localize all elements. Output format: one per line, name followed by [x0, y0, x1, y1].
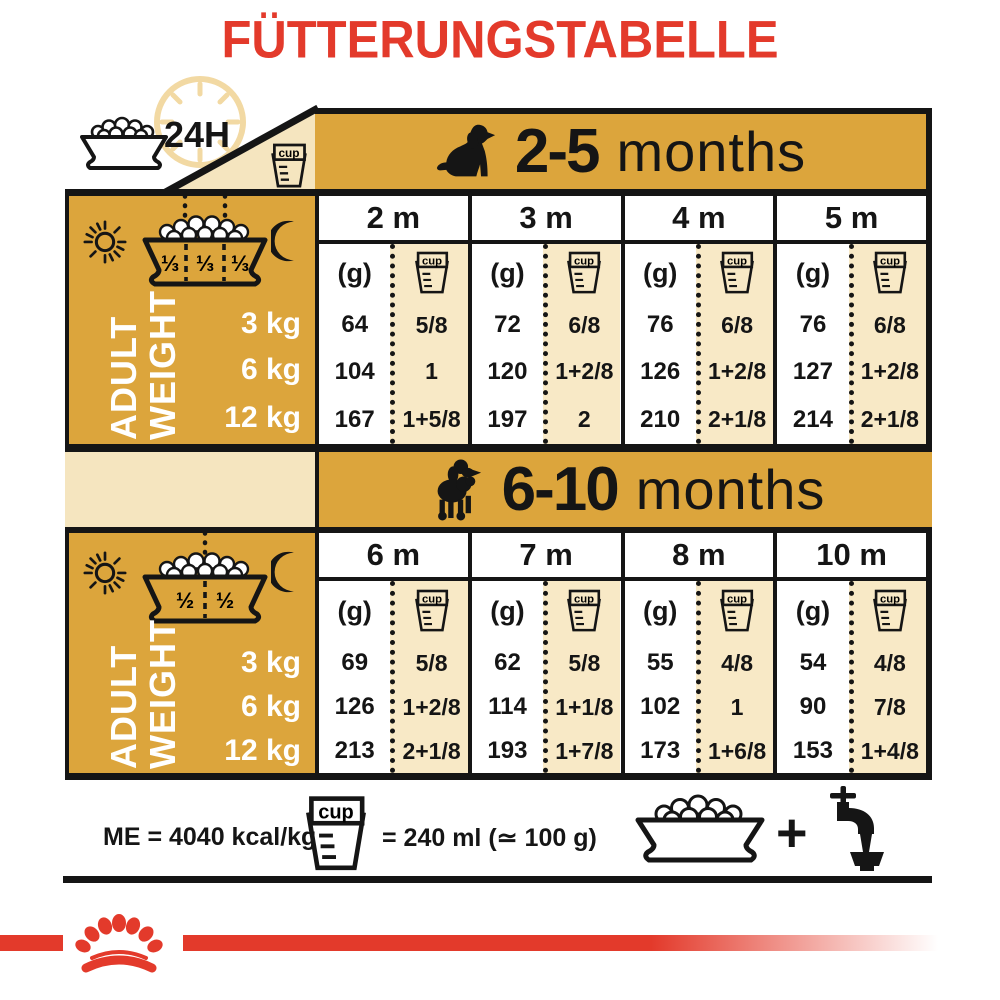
sun-icon [81, 216, 129, 266]
cup-icon [412, 250, 452, 296]
sun-icon [81, 547, 129, 597]
divider [65, 444, 932, 452]
energy-value: ME = 4040 kcal/kg [103, 823, 317, 851]
month-column [773, 244, 926, 444]
grams-header: (g) [337, 257, 372, 288]
grams-value: 210 [640, 405, 681, 433]
grams-value: 102 [640, 693, 681, 720]
cup-value: 6/8 [873, 311, 906, 338]
weight-row-label: 3 kg [240, 646, 301, 679]
cup-icon [870, 250, 910, 296]
svg-text:⅓: ⅓ [195, 251, 215, 276]
grams-header: (g) [642, 595, 678, 626]
age-band-6-10-months [65, 452, 932, 533]
cup-icon [564, 250, 604, 296]
grams-header: (g) [490, 595, 525, 626]
age-band-2-5-months [315, 108, 932, 189]
grams-value: 114 [488, 693, 527, 720]
grams-value: 104 [334, 357, 375, 385]
grams-value: 76 [646, 311, 674, 338]
month-header: 6 m [366, 537, 421, 572]
grams-value: 193 [487, 737, 528, 764]
svg-text:½: ½ [215, 588, 235, 613]
svg-text:cup: cup [421, 593, 442, 606]
grams-value: 126 [334, 693, 375, 720]
month-header: 8 m [621, 533, 774, 577]
royal-canin-crown-logo [0, 895, 250, 1000]
weight-row-label: 12 kg [224, 401, 301, 434]
svg-text:⅓: ⅓ [230, 251, 250, 276]
cup-icon [268, 142, 310, 190]
band-spacer [65, 452, 315, 527]
cup-icon [412, 588, 452, 634]
plus-sign: + [776, 803, 808, 863]
grams-value: 72 [494, 311, 521, 338]
adult-weight-panel-2 [65, 533, 315, 773]
weight-row-label: 6 kg [240, 353, 301, 386]
grams-value: 126 [640, 357, 681, 385]
svg-text:cup: cup [727, 255, 748, 268]
cup-value: 1+2/8 [555, 358, 614, 384]
page-title: FÜTTERUNGSTABELLE [221, 11, 779, 70]
age-range-unit: months [635, 458, 826, 521]
age-range-label: 2-5 [514, 117, 599, 186]
month-column [621, 244, 774, 444]
month-column [468, 244, 621, 444]
month-header: 3 m [468, 196, 621, 240]
grams-value: 167 [334, 405, 375, 433]
data-grid-2 [315, 581, 932, 773]
weight-row-label: 12 kg [224, 734, 301, 767]
month-header: 5 m [773, 196, 926, 240]
cup-icon [564, 588, 604, 634]
portion-bowl-thirds-icon [125, 196, 289, 296]
cup-icon [870, 588, 910, 634]
cup-value: 5/8 [568, 649, 601, 676]
grams-header: (g) [642, 257, 678, 288]
cup-value: 1+2/8 [402, 693, 461, 720]
grams-value: 197 [487, 405, 528, 433]
grams-value: 69 [341, 649, 369, 676]
grams-value: 173 [640, 737, 681, 764]
weight-row-label: 6 kg [240, 690, 301, 723]
cup-value: 4/8 [873, 649, 906, 676]
svg-text:⅓: ⅓ [160, 251, 180, 276]
svg-text:cup: cup [421, 255, 442, 268]
cup-icon [717, 250, 757, 296]
cup-value: 1+1/8 [555, 693, 614, 720]
svg-text:cup: cup [574, 593, 595, 606]
grams-value: 76 [799, 311, 827, 338]
month-column [319, 244, 468, 444]
cup-value: 1+2/8 [707, 358, 767, 384]
divider [65, 189, 932, 196]
grams-value: 214 [792, 405, 833, 433]
grams-value: 153 [792, 737, 833, 764]
adult-weight-label: ADULT WEIGHT [103, 290, 183, 440]
moon-icon [271, 551, 301, 593]
svg-text:½: ½ [175, 588, 195, 613]
cup-value: 5/8 [415, 649, 448, 676]
portion-bowl-halves-icon [125, 533, 289, 633]
adult-weight-panel-1 [65, 196, 315, 444]
month-header: 7 m [468, 533, 621, 577]
cup-value: 2 [577, 406, 591, 432]
cup-value: 2+1/8 [707, 406, 767, 432]
timer-24h-label: 24H [164, 114, 231, 155]
cup-value: 2+1/8 [402, 737, 461, 764]
brand-band-right [183, 935, 938, 951]
adult-weight-label: ADULT WEIGHT [103, 619, 183, 769]
svg-text:cup: cup [278, 145, 300, 160]
cup-value: 5/8 [415, 311, 448, 338]
data-grid-1 [315, 244, 932, 444]
cup-value: 6/8 [721, 311, 754, 338]
month-header-row-1 [315, 196, 932, 244]
grams-value: 64 [341, 311, 369, 338]
cup-value: 1 [425, 358, 438, 384]
food-bowl-icon [78, 112, 170, 176]
moon-icon [271, 220, 301, 262]
grams-value: 62 [494, 649, 521, 676]
month-column [621, 581, 774, 773]
divider [65, 773, 932, 780]
grams-header: (g) [337, 595, 372, 626]
svg-text:cup: cup [727, 593, 748, 606]
food-bowl-icon [630, 790, 772, 870]
cup-value: 1+7/8 [555, 737, 614, 764]
cup-value: 6/8 [568, 311, 601, 338]
cup-equivalence: = 240 ml (≃ 100 g) [382, 824, 597, 852]
svg-text:cup: cup [574, 255, 595, 268]
svg-text:cup: cup [879, 593, 900, 606]
svg-text:cup: cup [879, 255, 900, 268]
month-header: 4 m [621, 196, 774, 240]
grams-value: 127 [792, 357, 833, 385]
grams-header: (g) [795, 257, 831, 288]
cup-value: 7/8 [873, 693, 906, 720]
grams-value: 90 [799, 693, 827, 720]
cup-value: 1+6/8 [707, 737, 767, 764]
weight-row-label: 3 kg [240, 307, 301, 340]
cup-value: 4/8 [721, 649, 754, 676]
age-range-label: 6-10 [501, 455, 618, 524]
month-header-row-2 [315, 533, 932, 581]
grams-value: 55 [646, 649, 674, 676]
grams-header: (g) [795, 595, 831, 626]
cup-icon [717, 588, 757, 634]
svg-text:cup: cup [318, 801, 354, 824]
grams-value: 54 [799, 649, 827, 676]
cup-value: 2+1/8 [860, 406, 919, 432]
month-header: 2 m [366, 200, 421, 235]
cup-icon [298, 794, 374, 874]
month-column [468, 581, 621, 773]
divider [63, 876, 932, 883]
month-column [773, 581, 926, 773]
grams-value: 213 [334, 737, 375, 764]
poodle-silhouette-icon [426, 459, 484, 521]
cup-value: 1+2/8 [860, 358, 919, 384]
cup-value: 1+4/8 [860, 737, 919, 764]
month-column [319, 581, 468, 773]
water-tap-icon [804, 786, 898, 876]
cup-value: 1 [730, 693, 744, 720]
grams-value: 120 [487, 357, 528, 385]
grams-header: (g) [490, 257, 525, 288]
age-range-unit: months [616, 120, 807, 183]
cup-value: 1+5/8 [402, 406, 461, 432]
month-header: 10 m [773, 533, 926, 577]
puppy-silhouette-icon [435, 122, 497, 182]
